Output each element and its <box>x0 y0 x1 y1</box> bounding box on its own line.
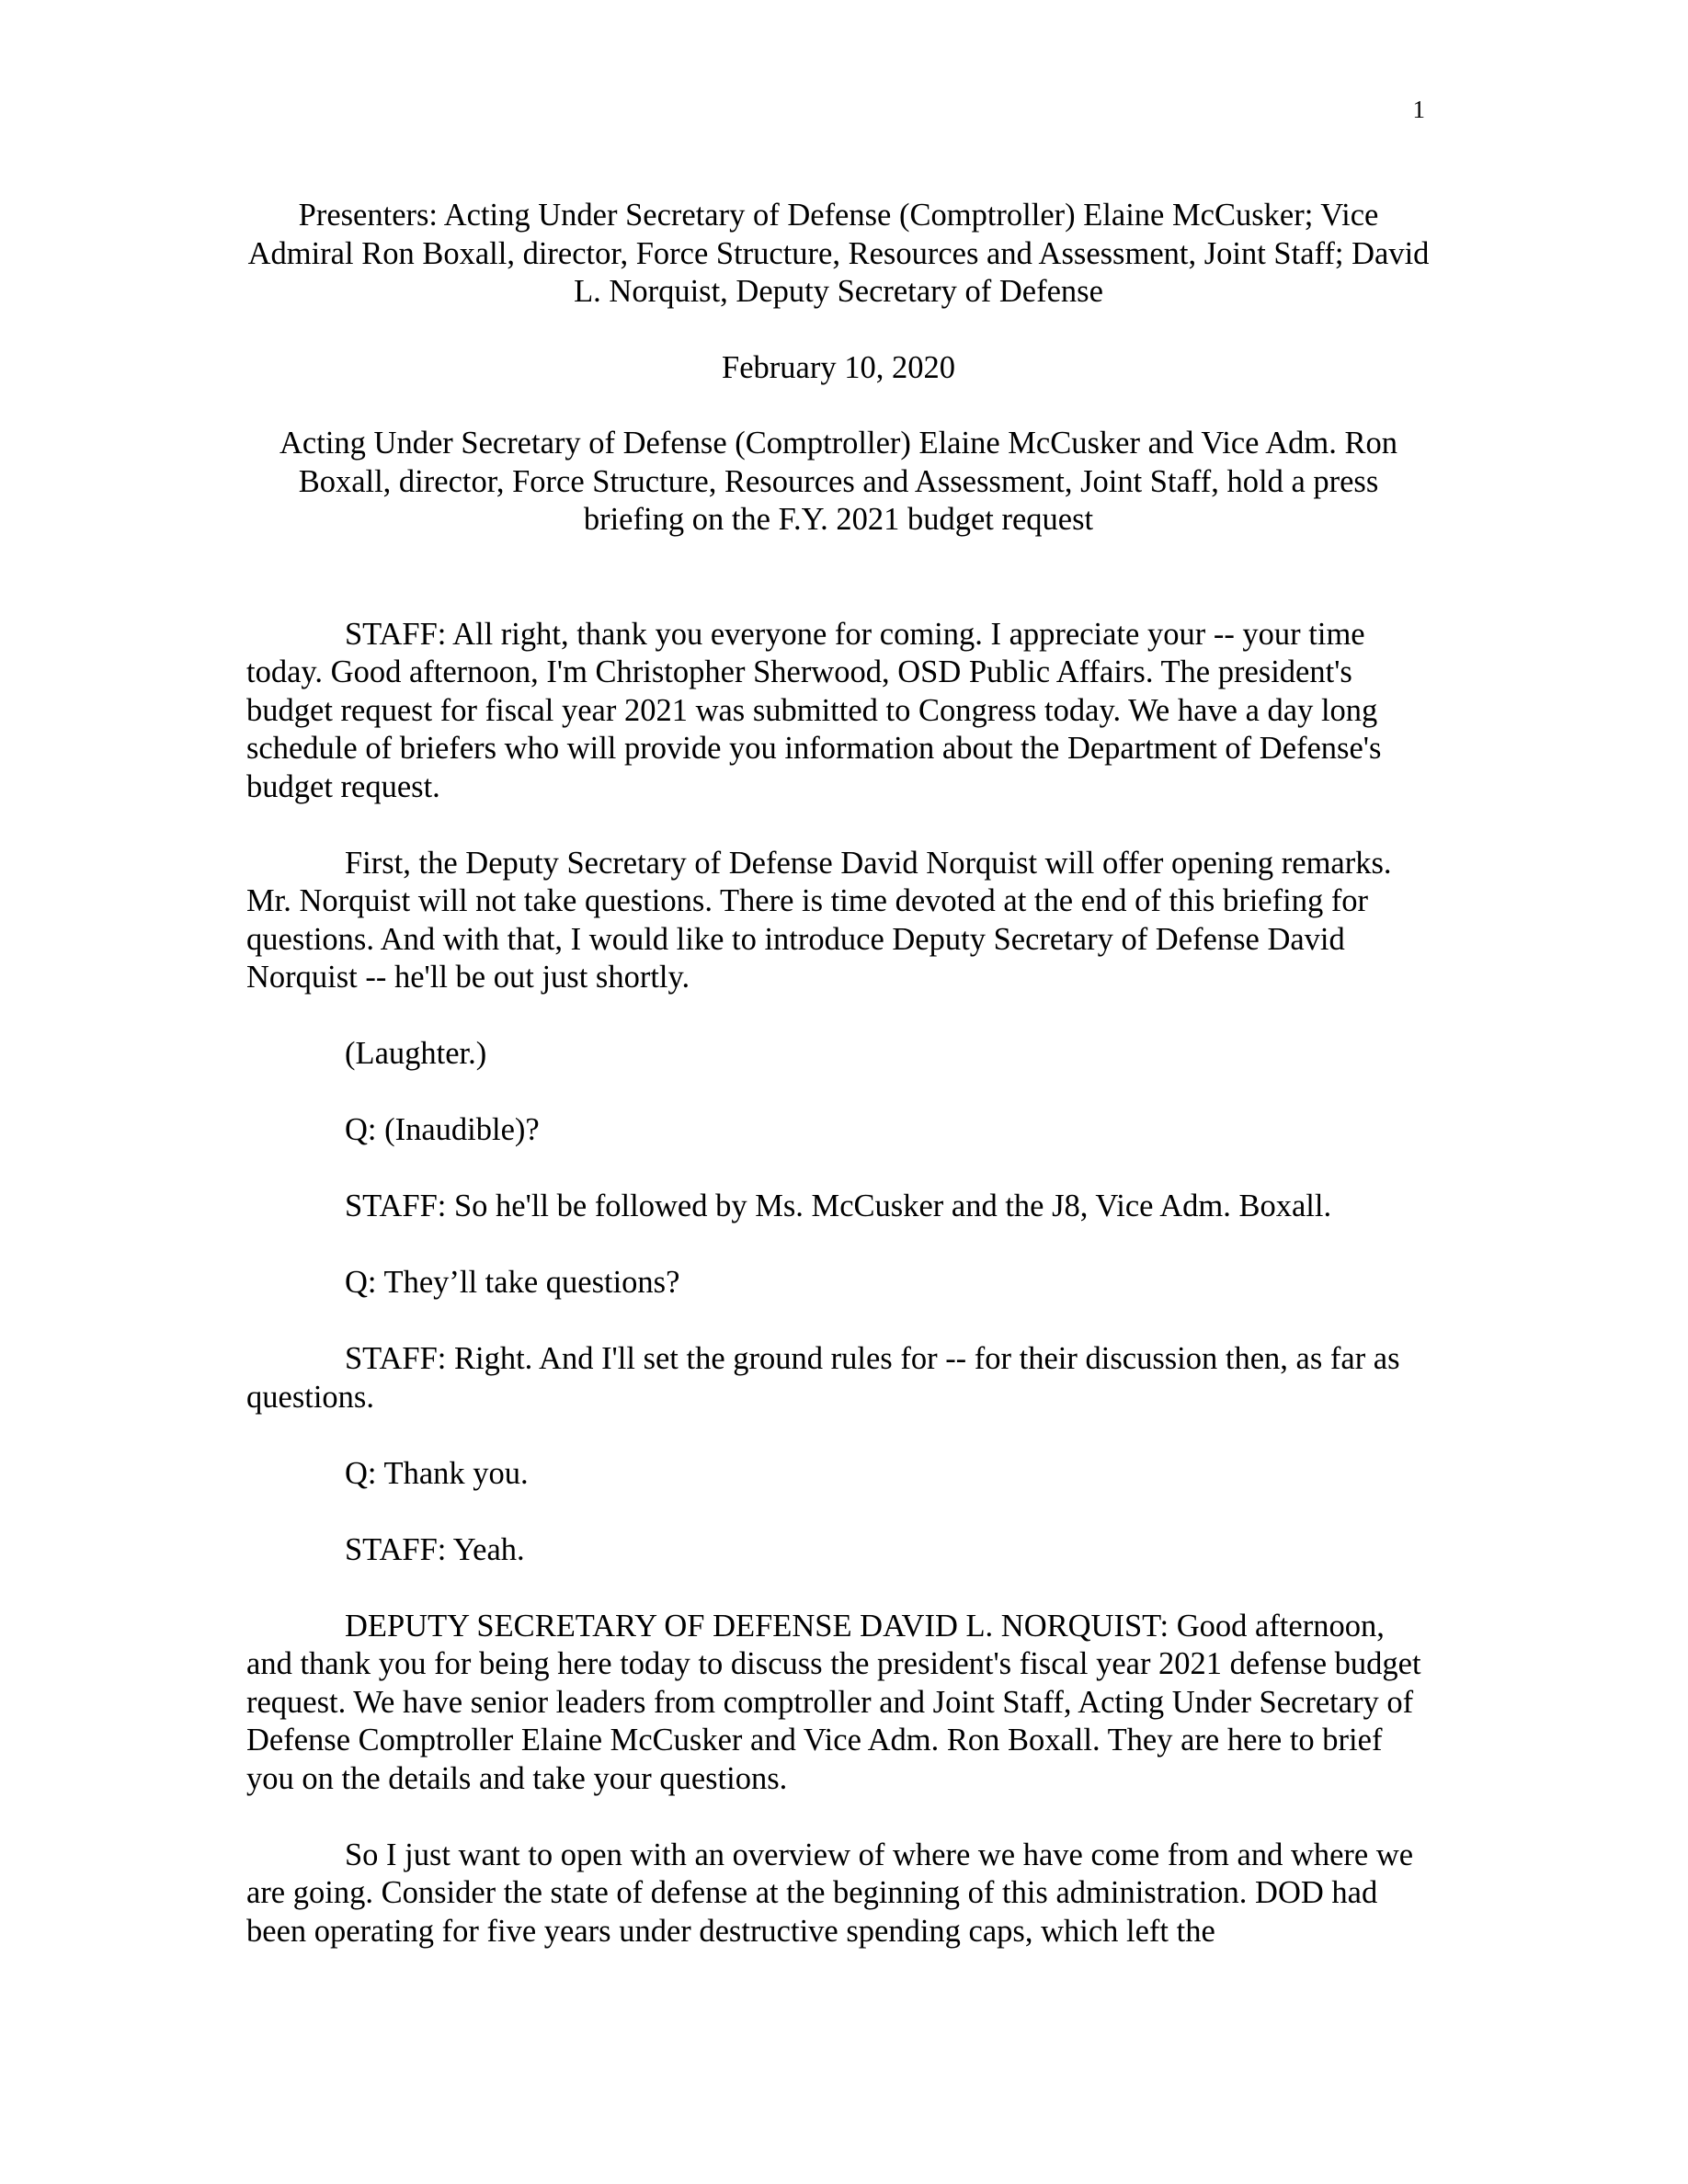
transcript-paragraph: DEPUTY SECRETARY OF DEFENSE DAVID L. NORQUIST: Good afternoon, and thank you for being here today to discuss the president's fiscal year 2021 defense budget request. We have senior leaders from comptroller and Joint Staff, Acting Under Secretary of Defense Comptroller Elaine McCusker and Vice Adm. Ron Boxall. They are here to brief you on the details and take your questions. <box>246 1608 1421 1796</box>
transcript-paragraph: (Laughter.) <box>345 1036 487 1071</box>
briefing-subtitle: Acting Under Secretary of Defense (Comptroller) Elaine McCusker and Vice Adm. Ron Boxall, director, Force Structure, Resources and Assessment, Joint Staff, hold a press briefing on the F.Y. 2021 budget request <box>279 426 1397 537</box>
transcript-paragraph: Q: Thank you. <box>345 1455 529 1491</box>
presenters-line: Presenters: Acting Under Secretary of Defense (Comptroller) Elaine McCusker; Vice Admiral Ron Boxall, director, Force Structure, Resources and Assessment, Joint Staff; David L. Norquist, Deputy Secretary of Defense <box>247 198 1430 309</box>
transcript-paragraph: STAFF: All right, thank you everyone for coming. I appreciate your -- your time today. Good afternoon, I'm Christopher Sherwood, OSD Public Affairs. The president's budget request for fiscal year 2021 was submitted to Congress today. We have a day long schedule of briefers who will provide you information about the Department of Defense's budget request. <box>246 616 1382 804</box>
transcript-paragraph: Q: They’ll take questions? <box>345 1265 680 1300</box>
transcript-paragraph: STAFF: Right. And I'll set the ground rules for -- for their discussion then, as far as questions. <box>246 1341 1400 1415</box>
transcript-paragraph: Q: (Inaudible)? <box>345 1112 540 1147</box>
briefing-date: February 10, 2020 <box>722 349 955 385</box>
document-body <box>246 197 1431 1989</box>
page-number: 1 <box>1412 96 1425 123</box>
transcript-paragraph: First, the Deputy Secretary of Defense David Norquist will offer opening remarks. Mr. Norquist will not take questions. There is time devoted at the end of this briefing for questions. And with that, I would like to introduce Deputy Secretary of Defense David Norquist -- he'll be out just shortly. <box>246 845 1392 995</box>
transcript-paragraph: STAFF: So he'll be followed by Ms. McCusker and the J8, Vice Adm. Boxall. <box>345 1189 1332 1223</box>
transcript-paragraph: STAFF: Yeah. <box>345 1531 525 1567</box>
transcript-paragraph: So I just want to open with an overview of where we have come from and where we are going. Consider the state of defense at the beginning of this administration. DOD had been operating for five years under destructive spending caps, which left the <box>246 1837 1414 1949</box>
